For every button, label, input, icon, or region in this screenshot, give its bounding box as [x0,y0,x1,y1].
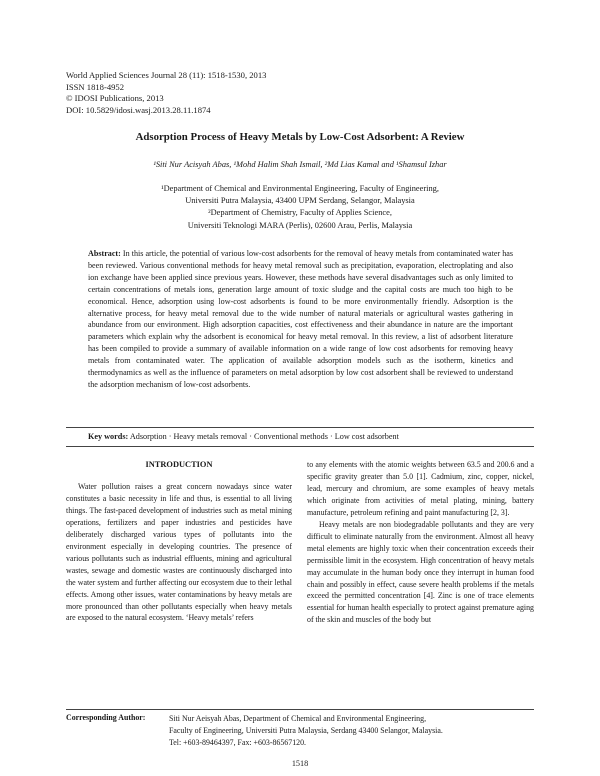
author-list: ¹Siti Nur Acisyah Abas, ¹Mohd Halim Shah Ismail, ²Md Lias Kamal and ¹Shamsul Izhar [153,160,447,169]
affiliation-line: Universiti Putra Malaysia, 43400 UPM Serdang, Selangor, Malaysia [185,196,415,206]
body-paragraph: to any elements with the atomic weights between 63.5 and 200.6 and a specific gravity greater than 5.0 [1]. Cadmium, zinc, copper, nickel, lead, mercury and chromium, are some examples of heavy metals which originate from activities of metal plating, mining, battery manufacture, petroleum refining and paint manufacturing [2, 3]. [307,460,534,517]
journal-doi: DOI: 10.5829/idosi.wasj.2013.28.11.1874 [66,104,211,115]
corresponding-line: Siti Nur Aeisyah Abas, Department of Chemical and Environmental Engineering, [169,714,427,723]
journal-issn: ISSN 1818-4952 [66,81,125,92]
paper-title: Adsorption Process of Heavy Metals by Low-Cost Adsorbent: A Review [135,131,465,143]
body-column-right [307,459,534,626]
affiliation-line: ¹Department of Chemical and Environmental Engineering, Faculty of Engineering, [161,184,439,193]
divider [66,427,534,428]
body-column-left [66,481,292,624]
corresponding-author-label: Corresponding Author: [66,713,146,722]
abstract-text: In this article, the potential of various low-cost adsorbents for the removal of heavy metals from contaminated water has been reviewed. Various conventional methods for heavy metal removal such as precipitation, evaporation, electroplating and also ion exchange have been applied since previous years. However, these methods have several disadvantages such as only limited to certain concentrations of metals ions, generation large amount of toxic sludge and the capital costs are much too high to be economical. Hence, adsorption using low-cost adsorbents is found to be more environmentally friendly. Adsorption is the alternative process, for heavy metal removal due to the wide number of natural materials or agricultural wastes gathering in abundance from our environment. High adsorption capacities, cost effectiveness and their abundance in nature are the important parameters which explain why the adsorbent is economical for heavy metal removal. In this review, a list of adsorbent literature has been compiled to provide a summary of available information on a wide range of low cost adsorbents for removing heavy metals from contaminated water. The application of available adsorption models such as the isotherm, kinetics and thermodynamics as well as the influence of parameters on metal adsorption by low cost adsorbent shall be reviewed to understand the adsorption mechanism of low-cost adsorbents. [88,249,513,389]
affiliation-line: ²Department of Chemistry, Faculty of Applies Science, [208,208,392,218]
divider [66,446,534,447]
affiliations [40,183,560,232]
page-number: 1518 [291,759,309,768]
keywords [88,432,528,441]
keywords-items: Adsorption · Heavy metals removal · Conventional methods · Low cost adsorbent [129,432,399,441]
keywords-label: Key words: [88,432,129,441]
journal-copyright: © IDOSI Publications, 2013 [66,93,164,104]
corresponding-line: Tel: +603-89464397, Fax: +603-86567120. [169,737,306,747]
body-paragraph: Heavy metals are non biodegradable pollutants and they are very difficult to eliminate naturally from the environment. Almost all heavy metal elements are highly toxic when their concentration exceeds their permissible limit in the ecosystem. High concentration of heavy metals may accumulate in the human body once they interrupt in human food chain and possibly in effect, cause severe health problems if the metals exceed the permitted concentration [4]. Zinc is one of trace elements essential for human health especially to protect against premature aging of the skin and muscles of the body but [307,519,534,625]
abstract-label: Abstract: [88,249,121,258]
journal-header [66,70,486,116]
body-paragraph: Water pollution raises a great concern nowadays since water constitutes a basic necessity in life and thus, is essential to all living things. The fast-paced development of industries such as metal mining operations, fertilizers and paper industries and pesticides have deliberately discharged various types of pollutants into the environment especially in developing countries. The presence of various pollutants such as industrial effluents, mining and agricultural wastes, sewage and domestic wastes are continuously discharged into the water system and further affecting our ecosystem due to their lethal effects. Among other issues, water contaminations by heavy metals are more pronounced than other pollutants especially when heavy metals are exposed to the natural ecosystem. ‘Heavy metals’ refers [66,482,292,623]
journal-citation: World Applied Sciences Journal 28 (11): 1518-1530, 2013 [66,70,267,80]
divider [66,709,534,710]
abstract [88,248,513,391]
section-heading: INTRODUCTION [145,460,213,469]
affiliation-line: Universiti Teknologi MARA (Perlis), 02600 Arau, Perlis, Malaysia [187,220,413,230]
corresponding-author-details [169,713,549,749]
corresponding-line: Faculty of Engineering, Universiti Putra Malaysia, Serdang 43400 Selangor, Malaysia. [169,725,443,735]
